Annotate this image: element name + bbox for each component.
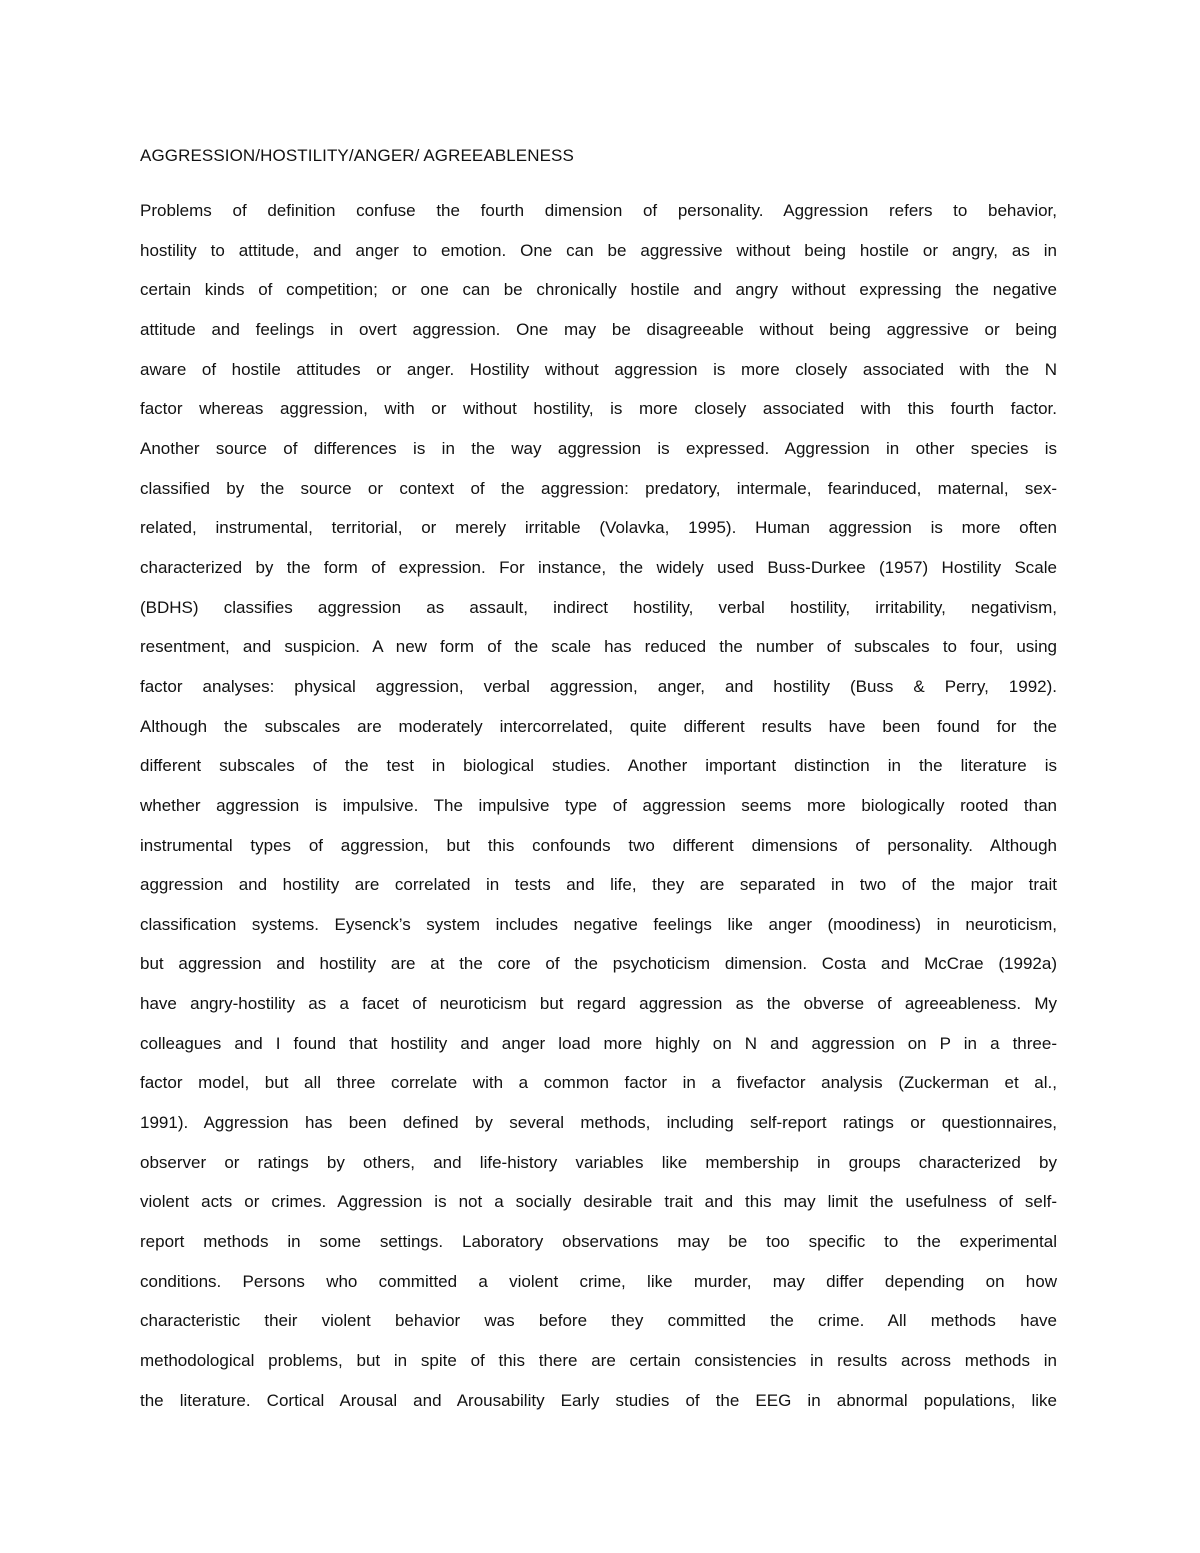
body-line: different subscales of the test in biological studies. Another important distinction in the literature is [140, 756, 1057, 776]
document-title: AGGRESSION/HOSTILITY/ANGER/ AGREEABLENESS [140, 146, 574, 165]
body-line: aware of hostile attitudes or anger. Hostility without aggression is more closely associated with the N [140, 359, 1057, 379]
body-line: certain kinds of competition; or one can be chronically hostile and angry without expressing the negative [140, 280, 1057, 300]
body-line: report methods in some settings. Laboratory observations may be too specific to the experimental [140, 1232, 1057, 1252]
body-line: 1991). Aggression has been defined by several methods, including self-report ratings or questionnaires, [140, 1113, 1057, 1133]
body-line: (BDHS) classifies aggression as assault, indirect hostility, verbal hostility, irritability, negativism, [140, 597, 1057, 617]
body-line: the literature. Cortical Arousal and Arousability Early studies of the EEG in abnormal populations, like [140, 1390, 1057, 1410]
body-line: aggression and hostility are correlated in tests and life, they are separated in two of the major trait [140, 875, 1057, 895]
body-line: instrumental types of aggression, but this confounds two different dimensions of personality. Although [140, 835, 1057, 855]
body-line: factor model, but all three correlate with a common factor in a fivefactor analysis (Zuckerman et al., [140, 1073, 1057, 1093]
body-line: observer or ratings by others, and life-history variables like membership in groups characterized by [140, 1152, 1057, 1172]
body-line: characterized by the form of expression. For instance, the widely used Buss-Durkee (1957) Hostility Scale [140, 557, 1057, 577]
body-line: factor analyses: physical aggression, verbal aggression, anger, and hostility (Buss & Perry, 1992). [140, 676, 1057, 696]
body-line: conditions. Persons who committed a violent crime, like murder, may differ depending on how [140, 1271, 1057, 1291]
body-line: Although the subscales are moderately intercorrelated, quite different results have been found for the [140, 716, 1057, 736]
body-line: have angry-hostility as a facet of neuroticism but regard aggression as the obverse of agreeableness. My [140, 994, 1057, 1014]
body-line: hostility to attitude, and anger to emotion. One can be aggressive without being hostile or angry, as in [140, 240, 1057, 260]
body-line: related, instrumental, territorial, or merely irritable (Volavka, 1995). Human aggression is more often [140, 518, 1057, 538]
body-line: resentment, and suspicion. A new form of the scale has reduced the number of subscales to four, using [140, 637, 1057, 657]
body-line: factor whereas aggression, with or without hostility, is more closely associated with this fourth factor. [140, 399, 1057, 419]
body-line: methodological problems, but in spite of this there are certain consistencies in results across methods in [140, 1351, 1057, 1371]
body-line: characteristic their violent behavior was before they committed the crime. All methods have [140, 1311, 1057, 1331]
body-line: attitude and feelings in overt aggression. One may be disagreeable without being aggressive or being [140, 319, 1057, 339]
body-line: classified by the source or context of the aggression: predatory, intermale, fearinduced, maternal, sex- [140, 478, 1057, 498]
body-line: Another source of differences is in the way aggression is expressed. Aggression in other species is [140, 438, 1057, 458]
body-line: whether aggression is impulsive. The impulsive type of aggression seems more biologically rooted than [140, 795, 1057, 815]
document-body [140, 198, 1057, 1427]
body-line: violent acts or crimes. Aggression is not a socially desirable trait and this may limit the usefulness of self- [140, 1192, 1057, 1212]
body-line: Problems of definition confuse the fourth dimension of personality. Aggression refers to behavior, [140, 201, 1057, 220]
body-line: but aggression and hostility are at the core of the psychoticism dimension. Costa and McCrae (1992a) [140, 954, 1057, 974]
body-line: classification systems. Eysenck’s system includes negative feelings like anger (moodiness) in neuroticism, [140, 914, 1057, 934]
body-line: colleagues and I found that hostility and anger load more highly on N and aggression on P in a three- [140, 1033, 1057, 1053]
